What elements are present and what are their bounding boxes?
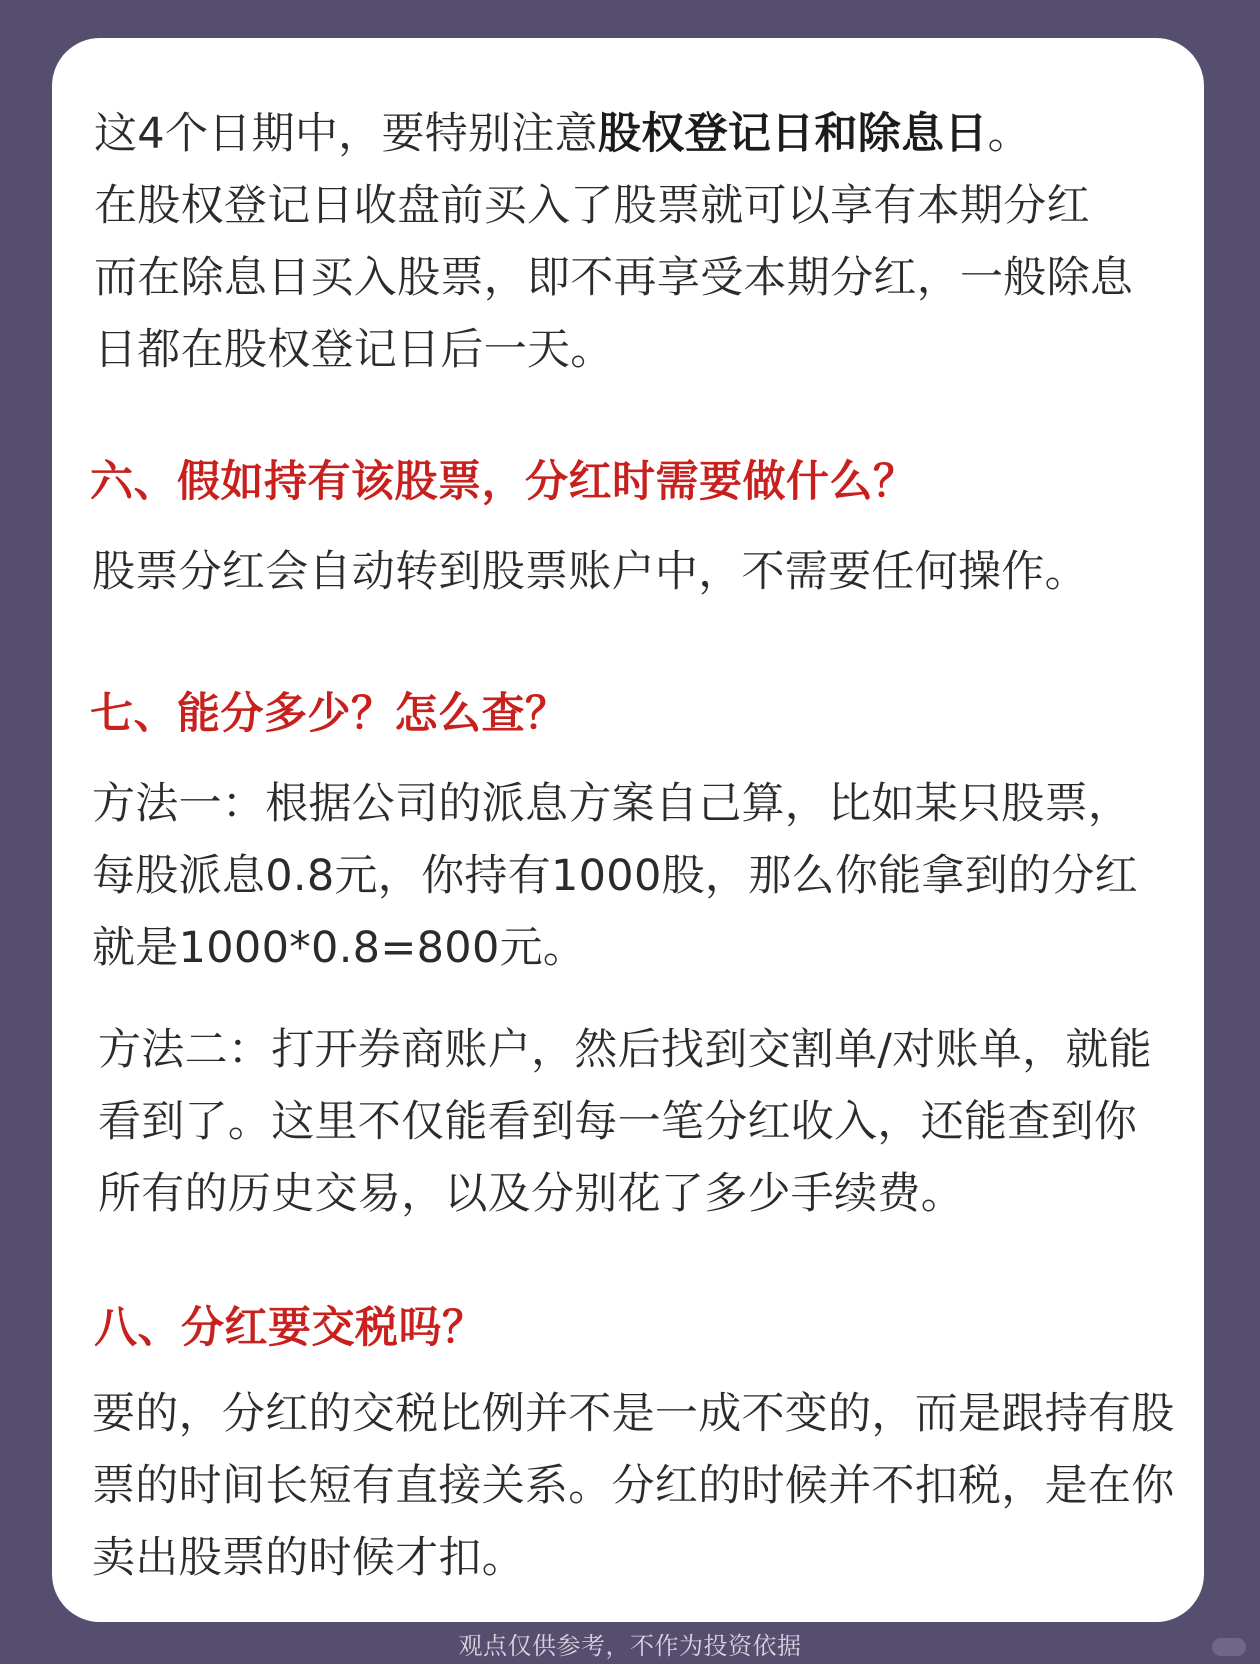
intro-emphasis: 股权登记日和除息日 bbox=[597, 109, 988, 159]
watermark-badge bbox=[1212, 1638, 1246, 1656]
section-7-heading: 七、能分多少？怎么查？ bbox=[90, 689, 569, 739]
section-8-body: 要的，分红的交税比例并不是一成不变的，而是跟持有股票的时间长短有直接关系。分红的时候并不扣税，是在你卖出股票的时候才扣。 bbox=[92, 1389, 1175, 1583]
intro-paragraph bbox=[94, 98, 1164, 386]
intro-line-2: 在股权登记日收盘前买入了股票就可以享有本期分红 bbox=[94, 181, 1090, 231]
intro-line-3: 而在除息日买入股票，即不再享受本期分红，一般除息日都在股权登记日后一天。 bbox=[94, 253, 1134, 375]
intro-text-lead: 这4个日期中，要特别注意 bbox=[94, 109, 598, 159]
section-6-body: 股票分红会自动转到股票账户中，不需要任何操作。 bbox=[92, 547, 1088, 597]
section-8-heading: 八、分红要交税吗？ bbox=[94, 1303, 486, 1353]
section-6-heading: 六、假如持有该股票，分红时需要做什么？ bbox=[90, 457, 917, 507]
section-7-method-1: 方法一：根据公司的派息方案自己算，比如某只股票，每股派息0.8元，你持有1000股，那么你能拿到的分红就是1000*0.8=800元。 bbox=[92, 779, 1138, 973]
content-card bbox=[52, 38, 1204, 1622]
intro-text-end: 。 bbox=[987, 109, 1031, 159]
section-7-method-2: 方法二：打开券商账户，然后找到交割单/对账单，就能看到了。这里不仅能看到每一笔分红收入，还能查到你所有的历史交易，以及分别花了多少手续费。 bbox=[98, 1025, 1152, 1219]
disclaimer-footer: 观点仅供参考，不作为投资依据 bbox=[458, 1632, 802, 1660]
